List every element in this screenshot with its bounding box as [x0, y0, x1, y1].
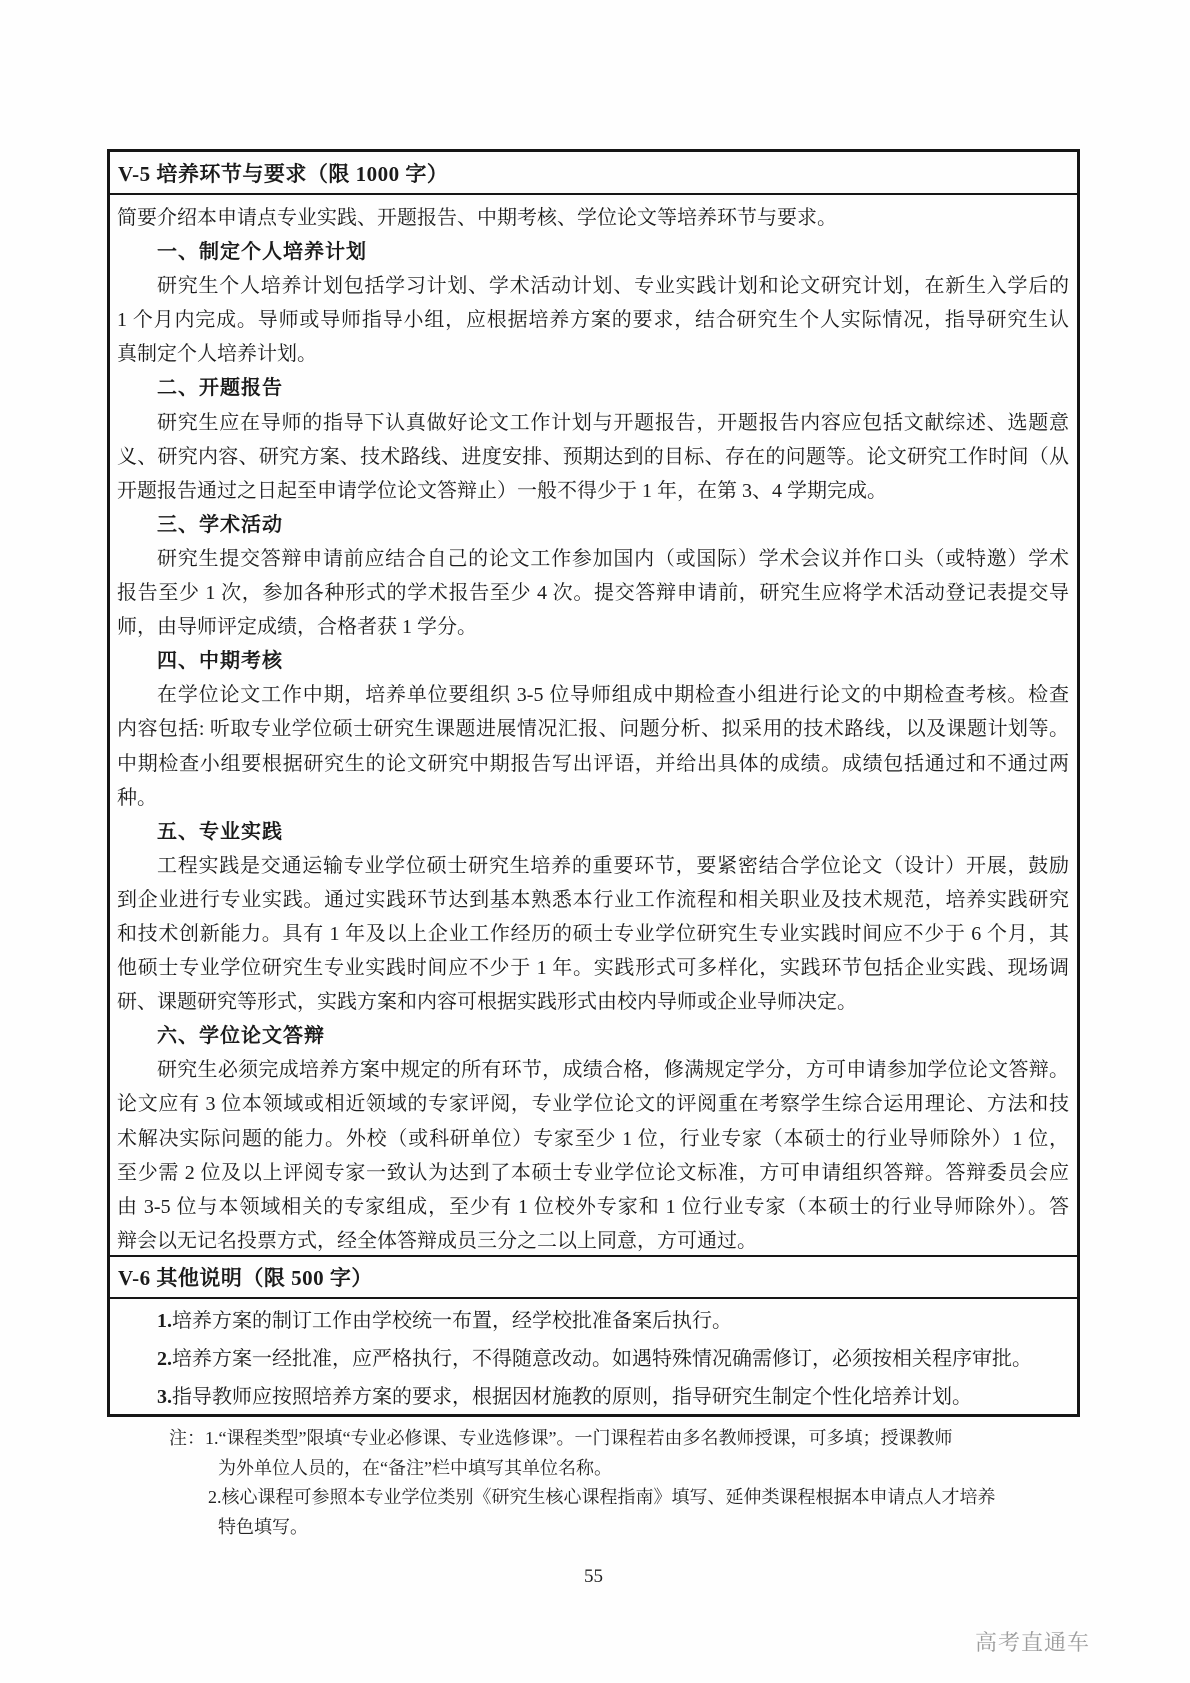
v5-header-row [110, 152, 1077, 195]
v6-item [117, 1340, 1069, 1378]
v5-text-line: 至少需 2 位及以上评阅专家一致认为达到了本硕士专业学位论文标准，方可申请组织答辩。答辩委员会应 [117, 1161, 1069, 1184]
v5-text-line: 研究生必须完成培养方案中规定的所有环节，成绩合格，修满规定学分，方可申请参加学位论文答辩。 [157, 1059, 1069, 1082]
v5-text-line: 他硕士专业学位研究生专业实践时间应不少于 1 年。实践形式可多样化，实践环节包括企业实践、现场调 [117, 957, 1069, 980]
v5-text-line: 研究生提交答辩申请前应结合自己的论文工作参加国内（或国际）学术会议并作口头（或特邀）学术 [157, 547, 1069, 570]
v5-text-line: 一、制定个人培养计划 [157, 241, 367, 264]
v5-text-line: 五、专业实践 [157, 820, 283, 843]
footnote-line: 特色填写。 [218, 1516, 308, 1537]
v6-item [117, 1302, 1069, 1340]
v5-text-line: 种。 [117, 786, 157, 809]
v5-text-line: 真制定个人培养计划。 [117, 343, 317, 366]
v6-item-number: 3. [157, 1386, 172, 1408]
v5-text-line: 中期检查小组要根据研究生的论文研究中期报告写出评语，并给出具体的成绩。成绩包括通过和不通过两 [117, 752, 1069, 775]
v5-text-line: 四、中期考核 [157, 650, 283, 673]
v5-text-line: 开题报告通过之日起至申请学位论文答辩止）一般不得少于 1 年，在第 3、4 学期完成。 [117, 479, 887, 502]
v5-text-line: 六、学位论文答辩 [157, 1025, 325, 1048]
v5-content-cell [110, 195, 1077, 1255]
v5-text-line: 三、学术活动 [157, 513, 283, 536]
v5-section-title: V-5 培养环节与要求（限 1000 字） [118, 161, 449, 186]
v5-text-line: 由 3-5 位与本领域相关的专家组成，至少有 1 位校外专家和 1 位行业专家（本硕士的行业导师除外）。答 [117, 1195, 1069, 1218]
footnote-line: 注：1.“课程类型”限填“专业必修课、专业选修课”。一门课程若由多名教师授课，可多填；授课教师 [169, 1428, 953, 1448]
v6-item-text: 指导教师应按照培养方案的要求，根据因材施教的原则，指导研究生制定个性化培养计划。 [172, 1386, 972, 1408]
footnote-line: 2.核心课程可参照本专业学位类别《研究生核心课程指南》填写、延伸类课程根据本申请点人才培养 [208, 1487, 996, 1507]
v6-item-text: 培养方案一经批准，应严格执行，不得随意改动。如遇特殊情况确需修订，必须按相关程序审批。 [172, 1348, 1032, 1370]
watermark: 高考直通车 [974, 1630, 1090, 1655]
v5-text-line: 到企业进行专业实践。通过实践环节达到基本熟悉本行业工作流程和相关职业及技术规范，培养实践研究 [117, 888, 1069, 911]
v5-text-line: 内容包括: 听取专业学位硕士研究生课题进展情况汇报、问题分析、拟采用的技术路线，以及课题计划等。 [117, 718, 1069, 741]
v6-item-number: 2. [157, 1348, 172, 1370]
footnotes [107, 1424, 1080, 1542]
v6-content-cell [110, 1299, 1077, 1414]
v5-text-line: 在学位论文工作中期，培养单位要组织 3-5 位导师组成中期检查小组进行论文的中期检查考核。检查 [157, 684, 1069, 707]
v5-text-line: 研究生应在导师的指导下认真做好论文工作计划与开题报告，开题报告内容应包括文献综述、选题意 [157, 411, 1069, 434]
v5-text-line: 简要介绍本申请点专业实践、开题报告、中期考核、学位论文等培养环节与要求。 [117, 207, 837, 229]
v5-text-line: 报告至少 1 次，参加各种形式的学术报告至少 4 次。提交答辩申请前，研究生应将学术活动登记表提交导 [117, 582, 1069, 605]
v5-text-line: 工程实践是交通运输专业学位硕士研究生培养的重要环节，要紧密结合学位论文（设计）开展，鼓励 [157, 854, 1069, 877]
v5-text-line: 二、开题报告 [157, 377, 283, 400]
v5-text-line: 研究生个人培养计划包括学习计划、学术活动计划、专业实践计划和论文研究计划，在新生入学后的 [157, 275, 1069, 298]
v6-item-number: 1. [157, 1310, 172, 1332]
v5-text-line: 师，由导师评定成绩，合格者获 1 学分。 [117, 616, 477, 639]
page-number: 55 [584, 1566, 603, 1587]
v6-section-title: V-6 其他说明（限 500 字） [118, 1266, 373, 1290]
form-table [107, 149, 1080, 1417]
v6-header-row [110, 1255, 1077, 1299]
v5-text-line: 1 个月内完成。导师或导师指导小组，应根据培养方案的要求，结合研究生个人实际情况，指导研究生认 [117, 309, 1069, 332]
v5-text-line: 研、课题研究等形式，实践方案和内容可根据实践形式由校内导师或企业导师决定。 [117, 991, 857, 1014]
v5-text-line: 义、研究内容、研究方案、技术路线、进度安排、预期达到的目标、存在的问题等。论文研究工作时间（从 [117, 445, 1069, 468]
footnote-line: 为外单位人员的，在“备注”栏中填写其单位名称。 [218, 1457, 612, 1478]
v6-item-text: 培养方案的制订工作由学校统一布置，经学校批准备案后执行。 [172, 1310, 732, 1332]
v5-text-line: 论文应有 3 位本领域或相近领域的专家评阅，专业学位论文的评阅重在考察学生综合运用理论、方法和技 [117, 1093, 1069, 1116]
v5-text-line: 术解决实际问题的能力。外校（或科研单位）专家至少 1 位，行业专家（本硕士的行业导师除外）1 位， [117, 1127, 1069, 1150]
v6-item [117, 1378, 1069, 1414]
v5-text-line: 和技术创新能力。具有 1 年及以上企业工作经历的硕士专业学位研究生专业实践时间应不少于 6 个月，其 [117, 922, 1069, 945]
v5-text-line: 辩会以无记名投票方式，经全体答辩成员三分之二以上同意，方可通过。 [117, 1229, 757, 1252]
